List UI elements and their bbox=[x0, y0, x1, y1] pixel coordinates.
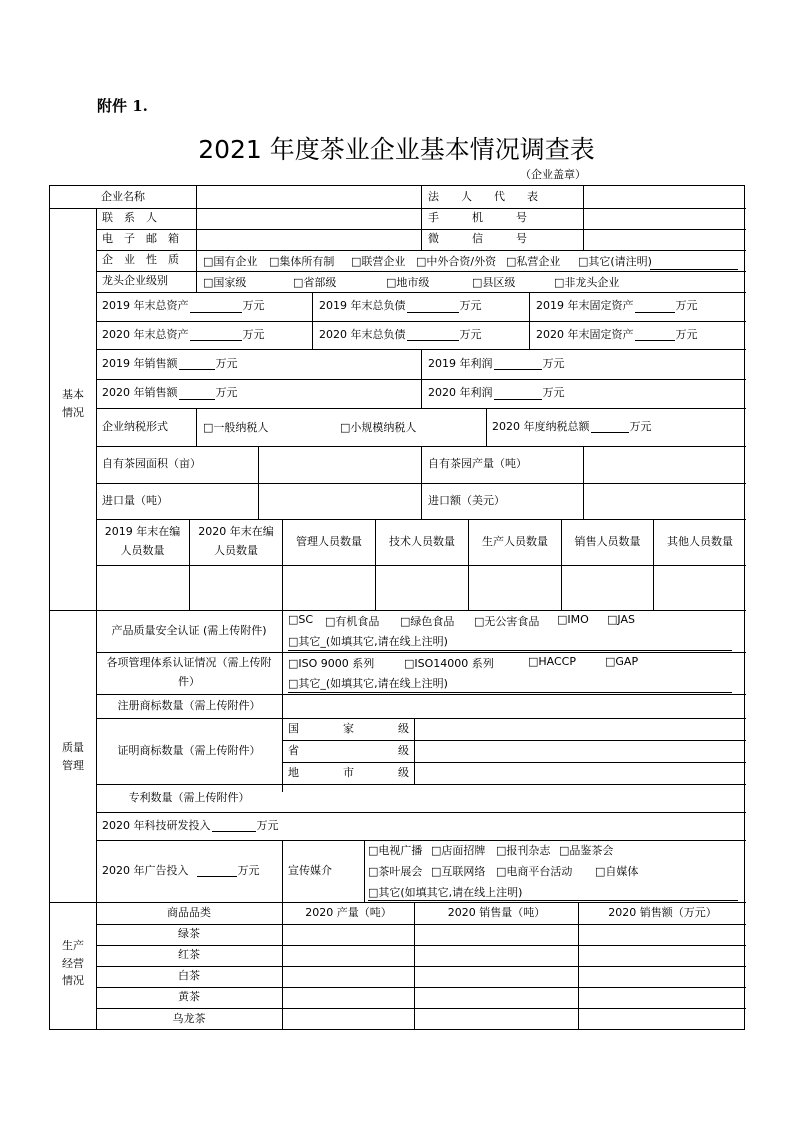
cert-jas-option[interactable]: □JAS bbox=[607, 613, 635, 626]
cert-haccp-option[interactable]: □HACCP bbox=[528, 655, 576, 668]
staff-field-technical[interactable] bbox=[375, 565, 468, 610]
garden-area-label: 自有茶园面积（亩） bbox=[102, 457, 201, 471]
prod-category-white: 白茶 bbox=[178, 969, 200, 983]
staff-header-2020: 2020 年末在编人员数量 bbox=[189, 519, 282, 565]
ad-cell bbox=[96, 840, 282, 902]
phone-label: 手 机 号 bbox=[421, 208, 583, 229]
level-provincial-field[interactable] bbox=[414, 740, 746, 762]
media-press-option[interactable]: □报刊杂志 bbox=[496, 844, 551, 857]
cert-green-option[interactable]: □绿色食品 bbox=[400, 615, 455, 628]
cert-imo-option[interactable]: □IMO bbox=[557, 613, 589, 626]
cert-iso14000-option[interactable]: □ISO14000 系列 bbox=[404, 657, 494, 670]
rnd-label: 2020 年科技研发投入 bbox=[102, 818, 211, 832]
quality-section-label: 质量 管理 bbox=[62, 741, 84, 772]
basic-section-label: 基本 情况 bbox=[62, 388, 84, 419]
profit-2020-cell bbox=[421, 379, 746, 408]
nature-option-joint[interactable]: □联营企业 bbox=[351, 255, 406, 268]
garden-output-label: 自有茶园产量（吨） bbox=[421, 446, 583, 483]
import-qty-label: 进口量（吨） bbox=[102, 493, 168, 507]
level-option-county[interactable]: □县区级 bbox=[472, 276, 516, 289]
sales-2020-cell bbox=[96, 379, 421, 408]
fixed-assets-2019-label: 2019 年末固定资产 bbox=[536, 299, 634, 313]
import-amt-field[interactable] bbox=[583, 483, 746, 519]
cert-iso9000-option[interactable]: □ISO 9000 系列 bbox=[288, 657, 375, 670]
media-other-option[interactable]: □其它(如填其它,请在线上注明) bbox=[368, 886, 523, 899]
level-city-label: 地 市 级 bbox=[288, 765, 409, 779]
level-national-label: 国 家 级 bbox=[288, 721, 409, 735]
liabilities-2019-cell bbox=[312, 292, 529, 321]
unit-label: 万元 bbox=[542, 356, 565, 370]
tax-general-option[interactable]: □一般纳税人 bbox=[203, 421, 269, 434]
nature-option-state[interactable]: □国有企业 bbox=[203, 255, 258, 268]
production-section-label: 生产 经营 情况 bbox=[62, 939, 84, 988]
nature-option-other[interactable]: □其它(请注明) bbox=[578, 255, 652, 268]
staff-header-management: 管理人员数量 bbox=[282, 519, 375, 565]
level-provincial-label: 省 级 bbox=[288, 743, 409, 757]
prod-category-yellow: 黄茶 bbox=[178, 990, 200, 1004]
staff-field-2020[interactable] bbox=[189, 565, 282, 610]
staff-field-other[interactable] bbox=[653, 565, 746, 610]
unit-label: 万元 bbox=[242, 299, 265, 313]
company-name-label: 企业名称 bbox=[101, 189, 145, 203]
product-cert-label: 产品质量安全认证 (需上传附件) bbox=[111, 623, 267, 637]
unit-label: 万元 bbox=[215, 356, 238, 370]
nature-option-collective[interactable]: □集体所有制 bbox=[269, 255, 335, 268]
import-qty-field[interactable] bbox=[258, 483, 421, 519]
fixed-assets-2019-cell bbox=[529, 292, 746, 321]
unit-label: 万元 bbox=[459, 327, 482, 341]
level-option-none[interactable]: □非龙头企业 bbox=[554, 276, 620, 289]
level-option-city[interactable]: □地市级 bbox=[386, 276, 430, 289]
contact-label: 联 系 人 bbox=[102, 211, 157, 225]
unit-label: 万元 bbox=[629, 419, 652, 433]
unit-label: 万元 bbox=[256, 818, 279, 832]
staff-header-production: 生产人员数量 bbox=[468, 519, 561, 565]
media-sign-option[interactable]: □店面招牌 bbox=[431, 844, 486, 857]
media-expo-option[interactable]: □茶叶展会 bbox=[368, 865, 423, 878]
assets-2019-label: 2019 年末总资产 bbox=[102, 299, 189, 313]
cert-other-option[interactable]: □其它_(如填其它,请在线上注明) bbox=[288, 635, 448, 648]
sales-2020-label: 2020 年销售额 bbox=[102, 386, 178, 400]
unit-label: 万元 bbox=[459, 299, 482, 313]
media-tv-option[interactable]: □电视广播 bbox=[368, 844, 423, 857]
profit-2020-label: 2020 年利润 bbox=[428, 386, 493, 400]
staff-header-2019: 2019 年末在编人员数量 bbox=[104, 525, 181, 557]
unit-label: 万元 bbox=[542, 386, 565, 400]
media-tasting-option[interactable]: □品鉴茶会 bbox=[559, 844, 614, 857]
profit-2019-label: 2019 年利润 bbox=[428, 356, 493, 370]
cert-sc-option[interactable]: □SC bbox=[288, 613, 314, 626]
profit-2019-cell bbox=[421, 349, 746, 379]
staff-header-technical: 技术人员数量 bbox=[375, 519, 468, 565]
level-city-field[interactable] bbox=[414, 762, 746, 784]
phone-field[interactable] bbox=[583, 208, 746, 229]
rnd-cell bbox=[96, 812, 746, 840]
liabilities-2020-cell bbox=[312, 321, 529, 349]
garden-area-field[interactable] bbox=[258, 446, 421, 483]
trademark-label: 注册商标数量（需上传附件） bbox=[117, 698, 261, 712]
legal-rep-field[interactable] bbox=[583, 186, 746, 208]
attachment-label: 附件 1. bbox=[97, 97, 148, 115]
unit-label: 万元 bbox=[675, 327, 698, 341]
cert-organic-option[interactable]: □有机食品 bbox=[325, 615, 380, 628]
fixed-assets-2020-label: 2020 年末固定资产 bbox=[536, 327, 634, 341]
prod-header-revenue: 2020 销售额（万元） bbox=[578, 902, 746, 924]
staff-field-2019[interactable] bbox=[96, 565, 189, 610]
cert-gap-option[interactable]: □GAP bbox=[605, 655, 639, 668]
survey-form bbox=[49, 185, 745, 1030]
fixed-assets-2020-cell bbox=[529, 321, 746, 349]
patents-field[interactable] bbox=[282, 784, 746, 812]
prod-category-green: 绿茶 bbox=[178, 927, 200, 941]
liabilities-2020-label: 2020 年末总负债 bbox=[319, 327, 406, 341]
unit-label: 万元 bbox=[237, 863, 260, 877]
media-selfmedia-option[interactable]: □自媒体 bbox=[595, 865, 639, 878]
media-internet-option[interactable]: □互联网络 bbox=[431, 865, 486, 878]
assets-2020-cell bbox=[96, 321, 312, 349]
staff-field-management[interactable] bbox=[282, 565, 375, 610]
prod-header-category: 商品品类 bbox=[167, 905, 211, 919]
seal-note: （企业盖章） bbox=[520, 168, 586, 181]
mgmt-cert-label: 各项管理体系认证情况（需上传附件） bbox=[106, 656, 272, 688]
level-label: 龙头企业级别 bbox=[102, 274, 168, 288]
assets-2019-cell bbox=[96, 292, 312, 321]
legal-rep-label: 法 人 代 表 bbox=[421, 186, 583, 208]
nature-option-foreign[interactable]: □中外合资/外资 bbox=[416, 255, 497, 268]
sales-2019-cell bbox=[96, 349, 421, 379]
unit-label: 万元 bbox=[675, 299, 698, 313]
media-label: 宣传媒介 bbox=[288, 863, 332, 877]
level-national-field[interactable] bbox=[414, 718, 746, 740]
liabilities-2019-label: 2019 年末总负债 bbox=[319, 299, 406, 313]
mgmt-other-option[interactable]: □其它_(如填其它,请在线上注明) bbox=[288, 677, 448, 690]
cert-pollution-free-option[interactable]: □无公害食品 bbox=[474, 615, 540, 628]
media-ecommerce-option[interactable]: □电商平台活动 bbox=[496, 865, 573, 878]
staff-field-sales[interactable] bbox=[561, 565, 653, 610]
import-amt-label: 进口额（美元） bbox=[421, 483, 583, 519]
staff-field-production[interactable] bbox=[468, 565, 561, 610]
tax-form-label: 企业纳税形式 bbox=[102, 419, 168, 433]
trademark-field[interactable] bbox=[282, 694, 746, 718]
staff-header-other: 其他人员数量 bbox=[653, 519, 746, 565]
page-title: 2021 年度茶业企业基本情况调查表 bbox=[198, 135, 595, 164]
nature-option-private[interactable]: □私营企业 bbox=[506, 255, 561, 268]
prod-category-oolong: 乌龙茶 bbox=[172, 1011, 206, 1025]
wechat-field[interactable] bbox=[583, 229, 746, 250]
nature-label: 企 业 性 质 bbox=[102, 253, 179, 267]
unit-label: 万元 bbox=[242, 327, 265, 341]
tax-total-cell bbox=[486, 408, 746, 446]
contact-field[interactable] bbox=[196, 208, 421, 229]
tax-small-option[interactable]: □小规模纳税人 bbox=[340, 421, 417, 434]
email-field[interactable] bbox=[196, 229, 421, 250]
cert-trademark-label: 证明商标数量（需上传附件） bbox=[117, 743, 261, 757]
ad-label: 2020 年广告投入 bbox=[102, 863, 189, 877]
assets-2020-label: 2020 年末总资产 bbox=[102, 327, 189, 341]
tax-total-label: 2020 年度纳税总额 bbox=[492, 419, 590, 433]
unit-label: 万元 bbox=[215, 386, 238, 400]
email-label: 电 子 邮 箱 bbox=[102, 232, 179, 246]
level-option-provincial[interactable]: □省部级 bbox=[293, 276, 337, 289]
level-option-national[interactable]: □国家级 bbox=[203, 276, 247, 289]
prod-header-volume: 2020 销售量（吨） bbox=[414, 902, 578, 924]
wechat-label: 微 信 号 bbox=[421, 229, 583, 250]
prod-category-black: 红茶 bbox=[178, 948, 200, 962]
garden-output-field[interactable] bbox=[583, 446, 746, 483]
patents-label: 专利数量（需上传附件） bbox=[128, 790, 250, 804]
prod-header-output: 2020 产量（吨） bbox=[282, 902, 414, 924]
staff-header-sales: 销售人员数量 bbox=[561, 519, 653, 565]
company-name-field[interactable] bbox=[196, 186, 421, 208]
sales-2019-label: 2019 年销售额 bbox=[102, 356, 178, 370]
